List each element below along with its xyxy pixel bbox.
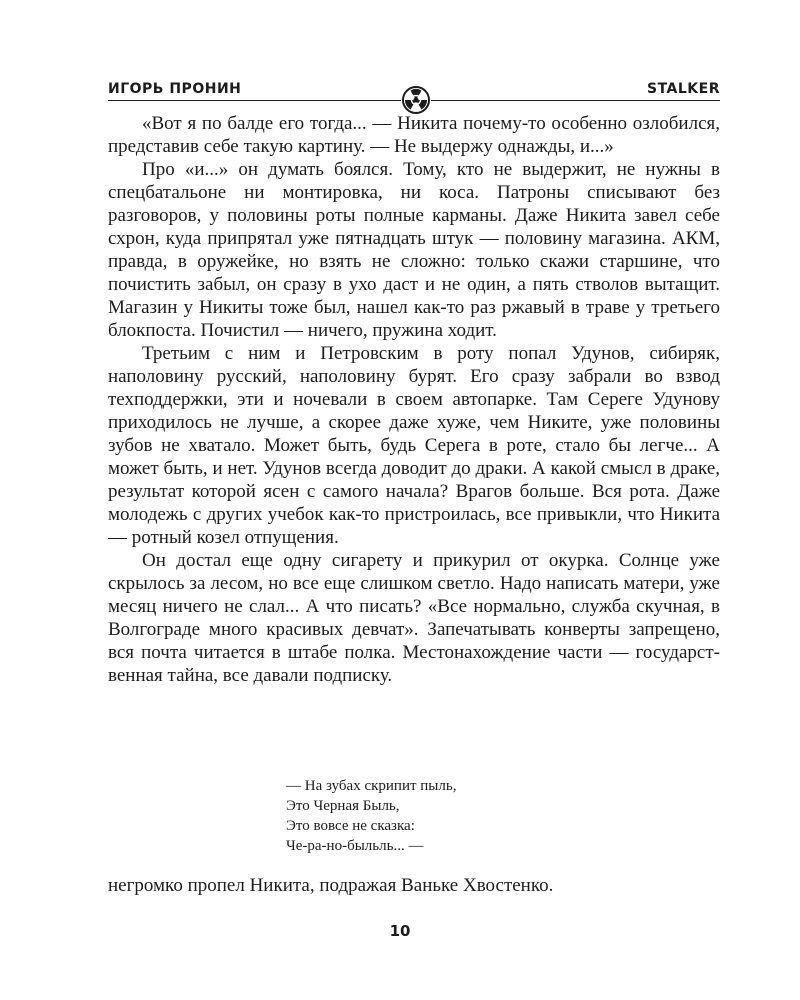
- verse-line: Это вовсе не сказка:: [286, 818, 415, 834]
- radiation-icon: [401, 85, 431, 115]
- body-text: [108, 112, 720, 687]
- header-author: ИГОРЬ ПРОНИН: [108, 81, 242, 97]
- page-number: 10: [389, 922, 411, 940]
- after-verse-line: негромко пропел Никита, подражая Ваньке Хвостенко.: [108, 875, 554, 896]
- verse-line: Это Черная Быль,: [286, 798, 400, 814]
- verse-line: — На зубах скрипит пыль,: [286, 778, 457, 794]
- paragraph: Третьим с ним и Петровским в роту попал Удунов, сибиряк, наполовину русский, наполовину бурят. Его сразу забрали во взвод техподдержки, эти и ночевали в своем автопарке. Там Сереге Удунову приходилось не лучше, а скорее даже хуже, чем Никите, уже половины зубов не хватало. Может быть, будь Серега в роте, стало бы легче... А может быть, и нет. Удунов всегда доводит до драки. А какой смысл в драке, результат которой ясен с самого начала? Врагов больше. Вся рота. Даже молодежь с других учебок как-то пристроилась, все привыкли, что Никита — ротный козел отпущения.: [108, 343, 720, 548]
- paragraph: Он достал еще одну сигарету и прикурил от окурка. Солнце уже скрылось за лесом, но все еще слишком светло. Надо написать матери, уже месяц ничего не слал... А что писать? «Все нормально, служба скучная, в Волгограде много красивых девчат». Запечатывать конверты запрещено, вся почта читается в штабе полка. Местонахождение части — государственная тайна, все давали подписку.: [108, 550, 720, 686]
- paragraph: «Вот я по балде его тогда... — Никита почему-то особенно озлобился, представив себе такую картину. — Не выдержу однажды, и...»: [108, 113, 720, 157]
- verse-line: Че-ра-но-быльль... —: [286, 838, 424, 854]
- verse-block: [286, 776, 456, 856]
- paragraph: Про «и...» он думать боялся. Тому, кто не выдержит, не нужны в спецбатальоне ни монтировка, ни коса. Патроны списывают без разговоров, у половины роты полные карманы. Даже Никита завел себе схрон, куда припрятал уже пятнадцать штук — половину магазина. АКМ, правда, в оружейке, но взять не сложно: только скажи старшине, что почистить забыл, он сразу в ухо даст и не один, а пять стволов вытащит. Магазин у Никиты тоже был, нашел как-то раз ржавый в траве у третьего блокпоста. Почистил — ничего, пружина ходит.: [108, 159, 720, 341]
- running-header: [108, 81, 720, 105]
- header-series: STALKER: [647, 81, 720, 97]
